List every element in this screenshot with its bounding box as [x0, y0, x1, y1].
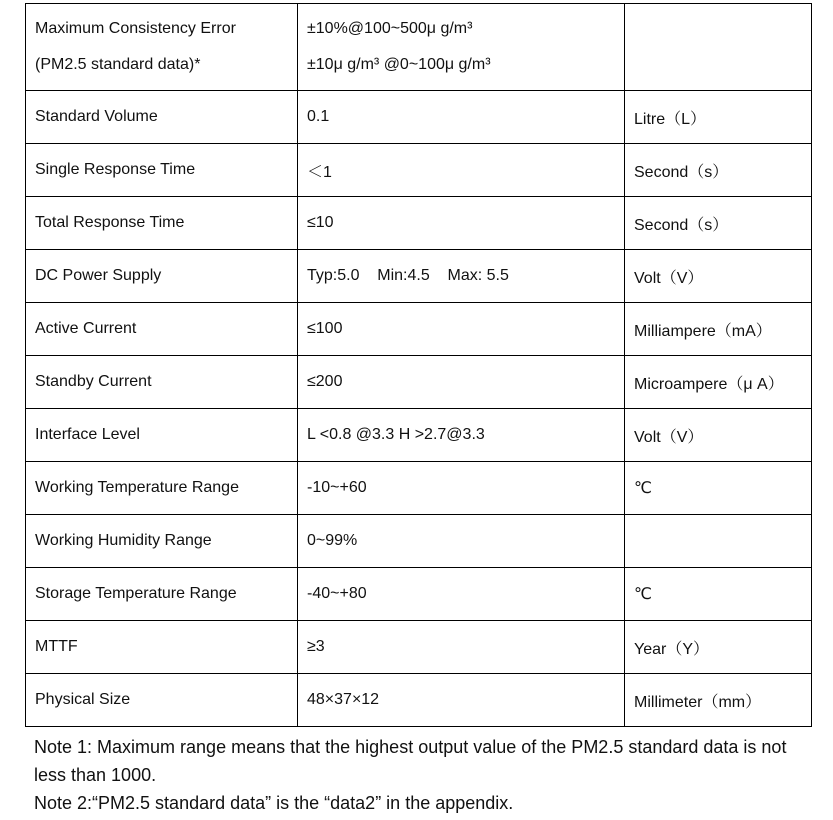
specification-table [25, 3, 812, 727]
param-cell [26, 4, 298, 91]
param-cell: Total Response Time [26, 197, 298, 250]
unit-cell: Millimeter（mm） [625, 674, 812, 727]
value-cell: -40~+80 [298, 568, 625, 621]
table-row [26, 462, 812, 515]
value-cell: 0~99% [298, 515, 625, 568]
value-line: ±10μ g/m³ @0~100μ g/m³ [307, 56, 491, 73]
unit-cell: Milliampere（mA） [625, 303, 812, 356]
unit-cell: Second（s） [625, 197, 812, 250]
param-line: (PM2.5 standard data)* [35, 56, 201, 73]
unit-cell: Volt（V） [625, 409, 812, 462]
param-cell: Working Humidity Range [26, 515, 298, 568]
value-cell: 0.1 [298, 91, 625, 144]
unit-cell [625, 4, 812, 91]
value-cell: ≥3 [298, 621, 625, 674]
table-row [26, 621, 812, 674]
param-cell: Storage Temperature Range [26, 568, 298, 621]
unit-cell: Second（s） [625, 144, 812, 197]
table-row [26, 144, 812, 197]
table-row [26, 568, 812, 621]
note-2: Note 2:“PM2.5 standard data” is the “data2” in the appendix. [34, 793, 514, 813]
value-cell: ≤100 [298, 303, 625, 356]
value-line: ±10%@100~500μ g/m³ [307, 20, 473, 37]
param-cell: Physical Size [26, 674, 298, 727]
unit-cell: ℃ [625, 568, 812, 621]
value-cell: 48×37×12 [298, 674, 625, 727]
unit-cell: ℃ [625, 462, 812, 515]
unit-cell: Year（Y） [625, 621, 812, 674]
table-row [26, 356, 812, 409]
param-cell: Standard Volume [26, 91, 298, 144]
param-cell: DC Power Supply [26, 250, 298, 303]
value-cell: ＜1 [298, 144, 625, 197]
param-line: Maximum Consistency Error [35, 20, 236, 37]
unit-cell: Litre（L） [625, 91, 812, 144]
param-cell: MTTF [26, 621, 298, 674]
unit-cell [625, 515, 812, 568]
unit-cell: Volt（V） [625, 250, 812, 303]
table-row [26, 197, 812, 250]
value-cell: ≤200 [298, 356, 625, 409]
value-cell: ≤10 [298, 197, 625, 250]
footnotes [34, 733, 814, 817]
note-1: Note 1: Maximum range means that the highest output value of the PM2.5 standard data is not less than 1000. [34, 737, 787, 785]
value-cell: -10~+60 [298, 462, 625, 515]
param-cell: Interface Level [26, 409, 298, 462]
param-cell: Active Current [26, 303, 298, 356]
param-cell: Standby Current [26, 356, 298, 409]
table-row [26, 4, 812, 91]
table-row [26, 674, 812, 727]
param-cell: Working Temperature Range [26, 462, 298, 515]
table-row [26, 303, 812, 356]
unit-cell: Microampere（μ A） [625, 356, 812, 409]
table-row [26, 250, 812, 303]
table-row [26, 515, 812, 568]
value-cell [298, 4, 625, 91]
value-cell: Typ:5.0 Min:4.5 Max: 5.5 [298, 250, 625, 303]
param-cell: Single Response Time [26, 144, 298, 197]
table-row [26, 409, 812, 462]
table-row [26, 91, 812, 144]
value-cell: L <0.8 @3.3 H >2.7@3.3 [298, 409, 625, 462]
